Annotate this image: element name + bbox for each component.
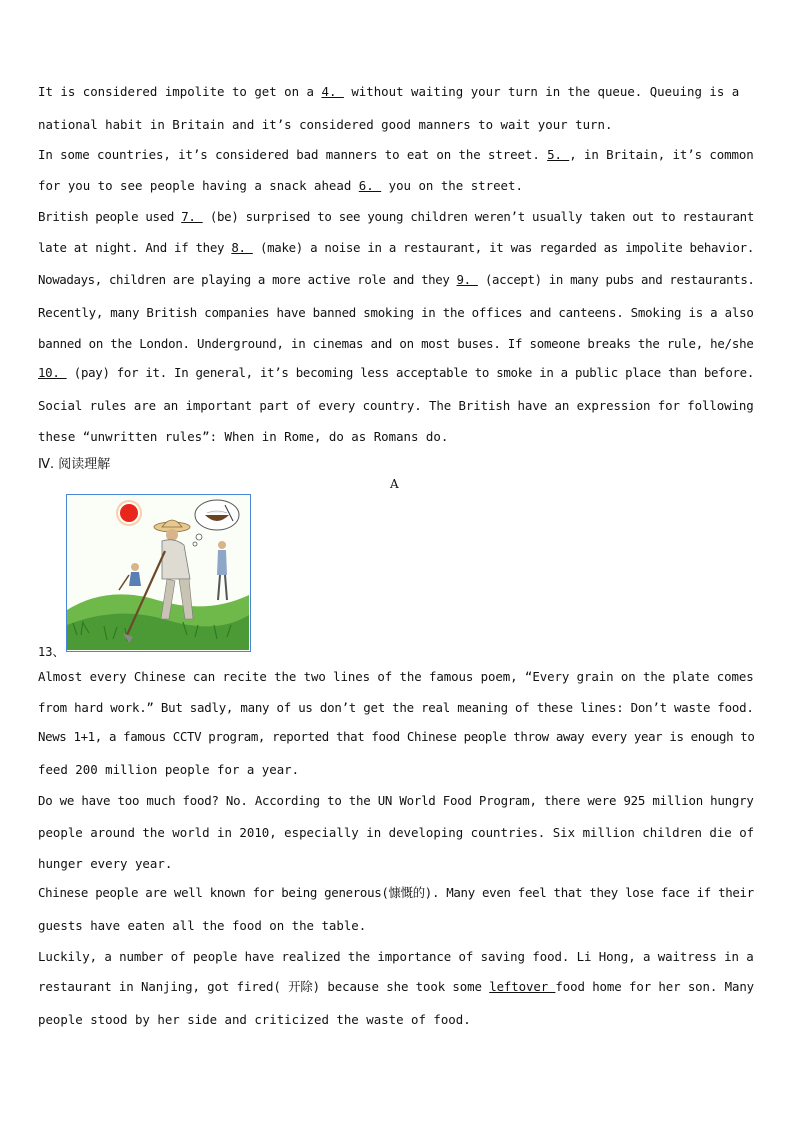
- blank-8[interactable]: 8.: [231, 240, 253, 255]
- blank-5[interactable]: 5.: [547, 147, 570, 162]
- reading-line-8: Chinese people are well known for being generous(慷慨的). Many even feel that they lose face if their: [38, 885, 754, 900]
- cloze-line-1: It is considered impolite to get on a 4. without waiting your turn in the queue. Queuing is a: [38, 84, 740, 99]
- cloze-line-2: national habit in Britain and it’s considered good manners to wait your turn.: [38, 117, 613, 132]
- reading-line-1: Almost every Chinese can recite the two lines of the famous poem, “Every grain on the plate comes: [38, 669, 754, 684]
- farmers-illustration-svg: [67, 495, 249, 650]
- blank-7[interactable]: 7.: [181, 209, 203, 224]
- cloze-line-8: Recently, many British companies have banned smoking in the offices and canteens. Smoking is a also: [38, 305, 754, 320]
- reading-line-2: from hard work.” But sadly, many of us don’t get the real meaning of these lines: Don’t waste food.: [38, 700, 754, 715]
- farmers-illustration: [66, 494, 251, 652]
- reading-line-5: Do we have too much food? No. According to the UN World Food Program, there were 925 million hungry: [38, 793, 754, 808]
- cloze-line-4: for you to see people having a snack ahead 6. you on the street.: [38, 178, 523, 193]
- cloze-line-3: In some countries, it’s considered bad manners to eat on the street. 5. , in Britain, it’s common: [38, 147, 754, 162]
- sun-icon: [120, 504, 138, 522]
- reading-line-6: people around the world in 2010, especially in developing countries. Six million children die of: [38, 825, 755, 840]
- cloze-line-11: Social rules are an important part of every country. The British have an expression for following: [38, 398, 754, 413]
- blank-6[interactable]: 6.: [358, 178, 382, 193]
- cloze-line-6: late at night. And if they 8. (make) a noise in a restaurant, it was regarded as impolite behavior.: [38, 240, 754, 255]
- cloze-line-10: 10. (pay) for it. In general, it’s becoming less acceptable to smoke in a public place than before.: [38, 365, 754, 380]
- blank-4[interactable]: 4.: [321, 84, 344, 99]
- cloze-line-5: British people used 7. (be) surprised to see young children weren’t usually taken out to restaurant: [38, 209, 754, 224]
- reading-line-10: Luckily, a number of people have realized the importance of saving food. Li Hong, a waitress in a: [38, 949, 754, 964]
- reading-line-3: News 1+1, a famous CCTV program, reported that food Chinese people throw away every year is enough to: [38, 729, 755, 744]
- background-farmer: [119, 563, 141, 590]
- reading-line-7: hunger every year.: [38, 856, 173, 871]
- question-number: 13、: [38, 645, 65, 659]
- leftover-underlined: leftover: [489, 979, 556, 994]
- passage-label: A: [390, 477, 399, 491]
- reading-line-9: guests have eaten all the food on the table.: [38, 918, 367, 933]
- distant-farmer: [217, 541, 227, 600]
- reading-line-12: people stood by her side and criticized the waste of food.: [38, 1012, 471, 1027]
- reading-line-4: feed 200 million people for a year.: [38, 762, 300, 777]
- cloze-line-9: banned on the London. Underground, in cinemas and on most buses. If someone breaks the rule, he/she: [38, 336, 754, 351]
- blank-10[interactable]: 10.: [38, 365, 67, 380]
- blank-9[interactable]: 9.: [456, 272, 478, 287]
- reading-line-11: restaurant in Nanjing, got fired( 开除) because she took some leftover food home for her son. Many: [38, 979, 755, 994]
- cloze-line-7: Nowadays, children are playing a more active role and they 9. (accept) in many pubs and restaurants.: [38, 272, 755, 287]
- section-heading: Ⅳ. 阅读理解: [38, 457, 111, 472]
- cloze-line-12: these “unwritten rules”: When in Rome, do as Romans do.: [38, 429, 449, 444]
